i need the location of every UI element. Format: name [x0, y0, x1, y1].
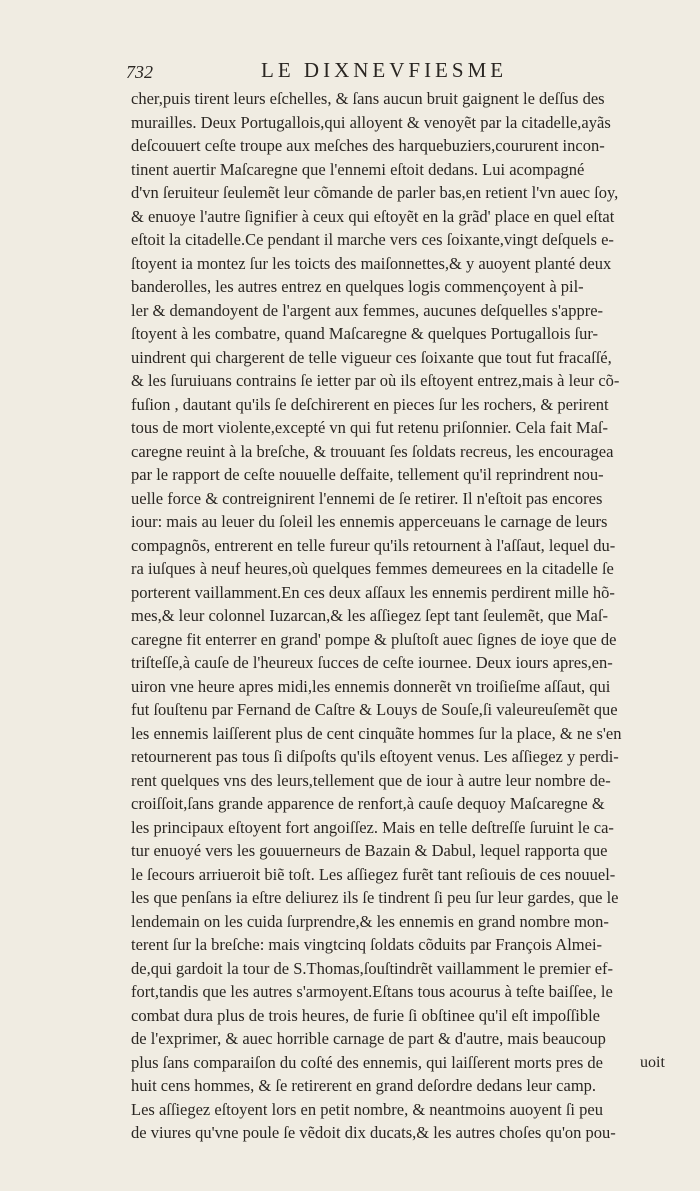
page-number: 732 — [126, 62, 153, 82]
text-line: d'vn ſeruiteur ſeulemẽt leur cõmande de parler bas,en retient l'vn auec ſoy, — [131, 183, 619, 202]
body-text — [131, 87, 677, 1145]
text-line: terent ſur la breſche: mais vingtcinq ſoldats cõduits par François Almei- — [131, 935, 603, 954]
text-line: tur enuoyé vers les gouuerneurs de Bazain & Dabul, lequel rapporta que — [131, 841, 608, 860]
text-line: tous de mort violente,excepté vn qui fut retenu priſonnier. Cela fait Maſ- — [131, 418, 608, 437]
text-line: uindrent qui chargerent de telle vigueur ces ſoixante que tout fut fracaſſé, — [131, 347, 612, 367]
text-line: fort,tandis que les autres s'armoyent.Eſtans tous acourus à teſte baiſſee, le — [131, 982, 613, 1001]
text-line: huit cens hommes, & ſe retirerent en grand deſordre dedans leur camp. — [131, 1076, 597, 1095]
text-line: les ennemis laiſſerent plus de cent cinquãte hommes ſur la place, & ne s'en — [131, 723, 622, 743]
text-line: de,qui gardoit la tour de S.Thomas,ſouſtindrẽt vaillamment le premier ef- — [131, 958, 614, 978]
text-line: retournerent pas tous ſi diſpoſts qu'ils eſtoyent venus. Les aſſiegez y perdi- — [131, 747, 619, 766]
text-line: fuſion , dautant qu'ils ſe deſchirerent en pieces ſur les rochers, & perirent — [131, 394, 609, 414]
text-line: porterent vaillamment.En ces deux aſſaux les ennemis perdirent mille hõ- — [131, 582, 615, 602]
text-line: de viures qu'vne poule ſe vẽdoit dix ducats,& les autres choſes qu'on pou- — [131, 1123, 616, 1142]
text-line: caregne reuint à la breſche, & trouuant ſes ſoldats recreus, les encouragea — [131, 441, 614, 461]
text-line: & les ſuruiuans contrains ſe ietter par où ils eſtoyent entrez,mais à leur cõ- — [131, 371, 620, 390]
text-line: les que penſans ia eſtre deliurez ils ſe tindrent ſi peu ſur leur gardes, que le — [131, 888, 619, 907]
text-line: caregne fit enterrer en grand' pompe & pluſtoſt auec ſignes de ioye que de — [131, 629, 617, 649]
text-line: uelle force & contreignirent l'ennemi de ſe retirer. Il n'eſtoit pas encores — [131, 488, 603, 508]
text-line: uiron vne heure apres midi,les ennemis donnerẽt vn troiſieſme aſſaut, qui — [131, 676, 611, 696]
text-line: ler & demandoyent de l'argent aux femmes, aucunes deſquelles s'appre- — [131, 300, 604, 320]
text-line: mes,& leur colonnel Iuzarcan,& les aſſiegez ſept tant ſeulemẽt, que Maſ- — [131, 606, 608, 625]
text-line: tinent auertir Maſcaregne que l'ennemi eſtoit dedans. Lui acompagné — [131, 159, 585, 179]
text-line: lendemain on les cuida ſurprendre,& les ennemis en grand nombre mon- — [131, 911, 609, 931]
text-line: ſtoyent ia montez ſur les toicts des maiſonnettes,& y auoyent planté deux — [131, 253, 612, 273]
text-line: fut ſouſtenu par Fernand de Caſtre & Louys de Souſe,ſi valeureuſemẽt que — [131, 700, 618, 719]
text-line: les principaux eſtoyent fort angoiſſez. Mais en telle deſtreſſe ſuruint le ca- — [131, 817, 614, 837]
running-title: LE DIXNEVFIESME — [261, 58, 508, 82]
text-line: rent quelques vns des leurs,tellement que de iour à autre leur nombre de- — [131, 770, 611, 790]
text-line: par le rapport de ceſte nouuelle deſfaite, tellement qu'il reprindrent nou- — [131, 465, 604, 484]
text-line: le ſecours arriueroit biẽ toſt. Les aſſiegez furẽt tant reſiouis de ces nouuel- — [131, 864, 616, 884]
text-line: de l'exprimer, & auec horrible carnage de part & d'autre, mais beaucoup — [131, 1029, 606, 1048]
text-line: cher,puis tirent leurs eſchelles, & ſans aucun bruit gaignent le deſſus des — [131, 89, 605, 108]
text-line: murailles. Deux Portugallois,qui alloyent & venoyẽt par la citadelle,ayãs — [131, 112, 611, 132]
text-line: ra iuſques à neuf heures,où quelques femmes demeurees en la citadelle ſe — [131, 559, 614, 578]
text-line: deſcouuert ceſte troupe aux meſches des harquebuziers,coururent incon- — [131, 136, 605, 155]
text-line: iour: mais au leuer du ſoleil les ennemis apperceuans le carnage de leurs — [131, 512, 608, 531]
text-line: banderolles, les autres entrez en quelques logis commençoyent à pil- — [131, 277, 584, 296]
text-line: triſteſſe,à cauſe de l'heureux ſucces de ceſte iournee. Deux iours apres,en- — [131, 653, 613, 672]
text-line: ſtoyent à les combatre, quand Maſcaregne & quelques Portugallois ſur- — [131, 324, 599, 343]
running-head — [126, 58, 676, 90]
text-line: combat dura plus de trois heures, de furie ſi obſtinee qu'il eſt impoſſible — [131, 1005, 600, 1025]
text-line: plus ſans comparaiſon du coſté des ennemis, qui laiſſerent morts pres de — [131, 1052, 603, 1072]
catchword: uoit — [640, 1054, 665, 1071]
text-line: Les aſſiegez eſtoyent lors en petit nombre, & neantmoins auoyent ſi peu — [131, 1099, 603, 1119]
text-line: croiſſoit,ſans grande apparence de renfort,à cauſe dequoy Maſcaregne & — [131, 794, 605, 813]
text-line: compagnõs, entrerent en telle fureur qu'ils retournent à l'aſſaut, lequel du- — [131, 535, 616, 555]
text-line: eſtoit la citadelle.Ce pendant il marche vers ces ſoixante,vingt deſquels e- — [131, 230, 614, 249]
text-line: & enuoye l'autre ſignifier à ceux qui eſtoyẽt en la grãd' place en quel eſtat — [131, 206, 615, 226]
